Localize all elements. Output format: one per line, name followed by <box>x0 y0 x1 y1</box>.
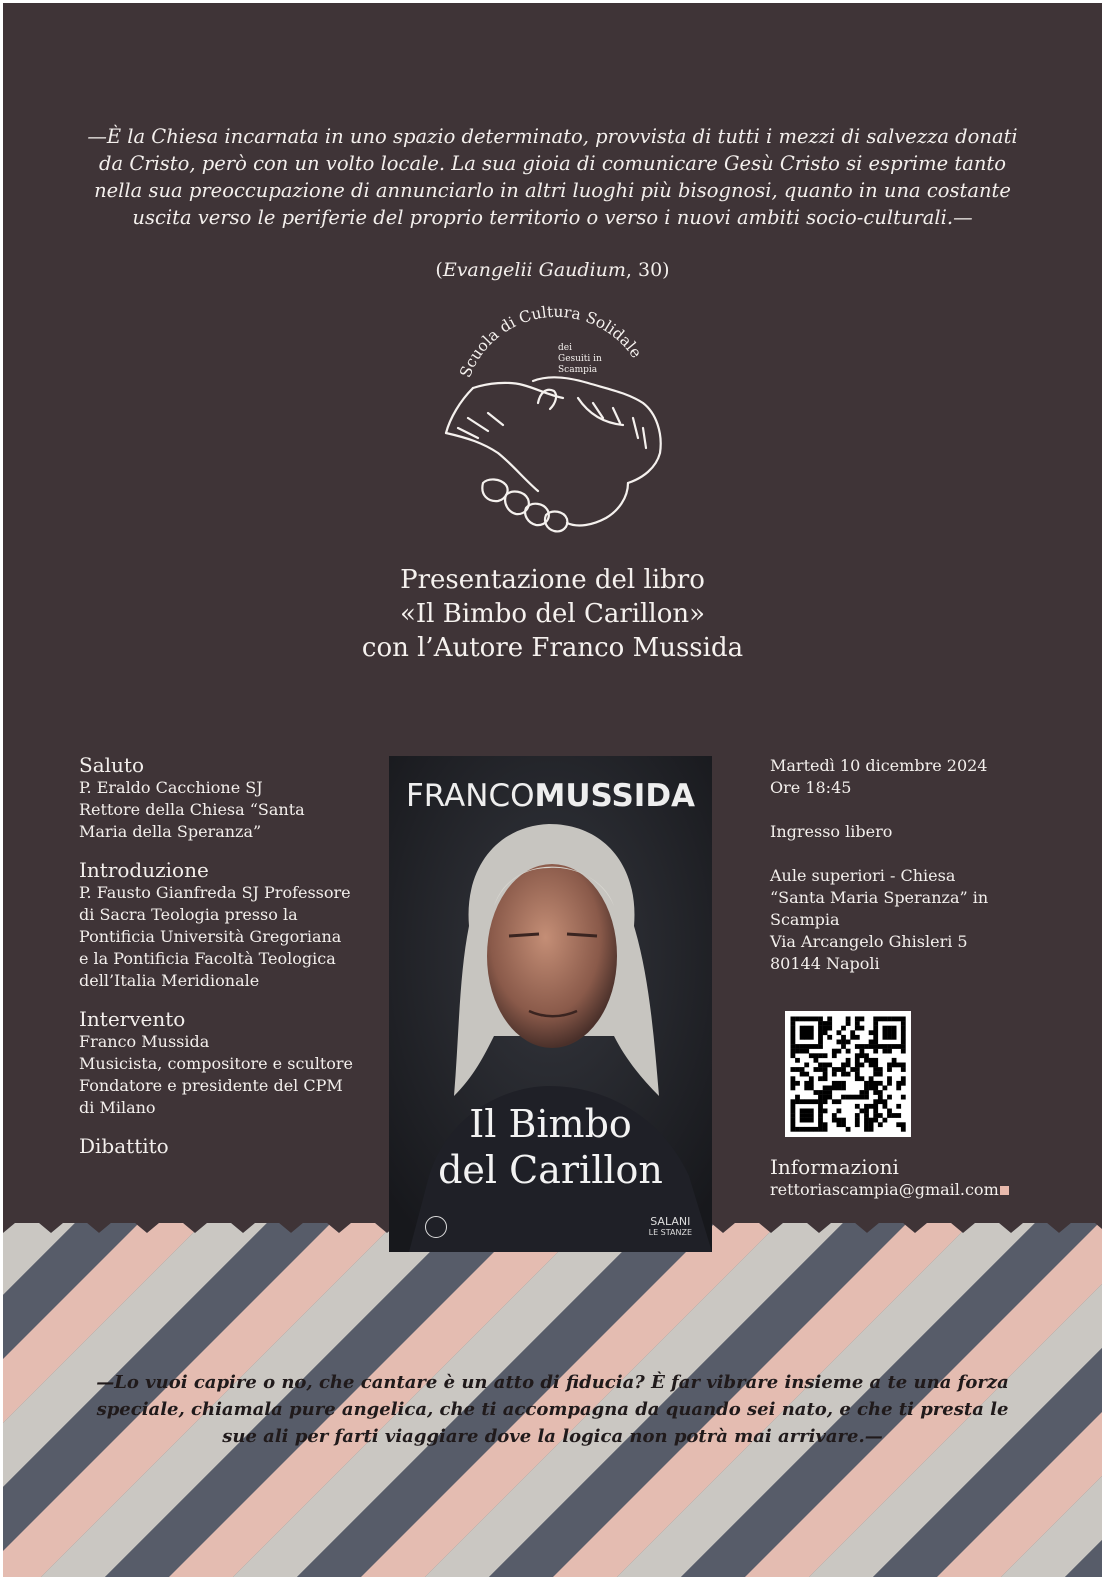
cover-publisher: SALANI LE STANZE <box>648 1215 692 1237</box>
qr-code[interactable] <box>785 1011 911 1137</box>
program-list <box>79 753 379 1173</box>
publisher-emblem-icon <box>425 1216 447 1238</box>
program-heading: Intervento <box>79 1007 186 1031</box>
handshake-logo <box>428 303 678 543</box>
logo-line-dei: dei <box>558 343 572 353</box>
cover-title: Il Bimbo del Carillon <box>438 1102 663 1192</box>
cover-author: FRANCOMUSSIDA <box>405 778 696 814</box>
event-time: Ore 18:45 <box>770 778 852 797</box>
square-mark-icon <box>1000 1186 1009 1195</box>
program-heading: Dibattito <box>79 1134 169 1158</box>
closing-quote: —Lo vuoi capire o no, che cantare è un atto di fiducia? È far vibrare insieme a te una forza speciale, chiamala pure angelica, che ti accompagna da quando sei nato, e che ti presta le sue ali per farti viaggiare dove la logica non potrà mai arrivare.— <box>96 1372 1009 1447</box>
logo-line-scampia: Scampia <box>558 365 598 375</box>
event-date: Martedì 10 dicembre 2024 <box>770 756 988 775</box>
epigraph-quote: —È la Chiesa incarnata in uno spazio determinato, provvista di tutti i mezzi di salvezza donati da Cristo, però con un volto locale. La sua gioia di comunicare Gesù Cristo si esprime tanto nella sua preoccupazione di annunciarlo in altri luoghi più bisognosi, quanto in una costante uscita verso le periferie del proprio territorio o verso i nuovi ambiti socio-culturali.— <box>87 125 1018 229</box>
info-email[interactable]: rettoriascampia@gmail.com <box>770 1180 999 1199</box>
event-title <box>3 563 1102 665</box>
info-email-row <box>770 1179 1009 1201</box>
event-venue: Aule superiori - Chiesa “Santa Maria Speranza” in Scampia <box>770 866 989 929</box>
program-item-dibattito <box>79 1134 379 1158</box>
event-title-line1: Presentazione del libro <box>400 565 705 595</box>
program-body: P. Fausto Gianfreda SJ Professore di Sacra Teologia presso la Pontificia Università Gregoriana e la Pontificia Facoltà Teologica dell’Italia Meridionale <box>79 883 351 990</box>
event-entry: Ingresso libero <box>770 822 893 841</box>
book-cover <box>389 756 712 1252</box>
event-title-line2: «Il Bimbo del Carillon» <box>399 599 706 629</box>
event-title-line3: con l’Autore Franco Mussida <box>361 633 744 663</box>
program-body: P. Eraldo Cacchione SJ Rettore della Chiesa “Santa Maria della Speranza” <box>79 778 305 841</box>
program-heading: Introduzione <box>79 858 209 882</box>
program-item-introduzione <box>79 858 379 992</box>
program-item-intervento <box>79 1007 379 1119</box>
epigraph-citation: (Evangelii Gaudium, 30) <box>435 259 670 281</box>
event-address-street: Via Arcangelo Ghisleri 5 <box>770 932 968 951</box>
handshake-icon <box>446 377 661 531</box>
info-heading: Informazioni <box>770 1155 899 1179</box>
program-item-saluto <box>79 753 379 843</box>
logo-arc-text: Scuola di Cultura Solidale <box>456 303 646 381</box>
program-heading: Saluto <box>79 753 144 777</box>
contact-info <box>770 1155 1009 1201</box>
program-body: Franco Mussida Musicista, compositore e scultore Fondatore e presidente del CPM di Milano <box>79 1032 354 1117</box>
event-address-city: 80144 Napoli <box>770 954 880 973</box>
citation-title: Evangelii Gaudium <box>442 259 626 281</box>
event-details <box>770 755 1070 975</box>
flyer-page <box>3 3 1102 1577</box>
logo-line-gesuiti: Gesuiti in <box>558 354 602 364</box>
